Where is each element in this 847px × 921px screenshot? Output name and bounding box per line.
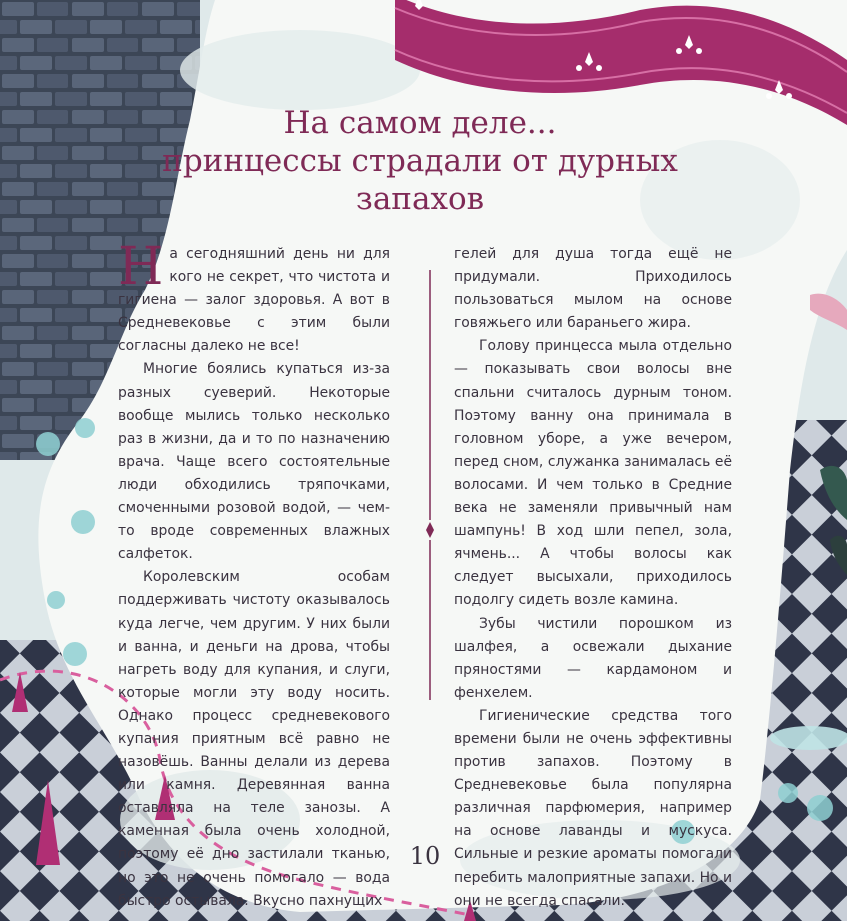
paragraph-7: Гигиенические средства того времени были не очень эффективны против запахов. Поэтому в Средневековье была популярна различная парфюмерия, например на основе лаванды и мускуса. Сильные и резкие ароматы помогали перебить малоприятные запахи. Но и они не всегда спасали. <box>454 707 732 909</box>
paragraph-5: Голову принцесса мыла отдельно — показывать свои волосы вне спальни считалось дурным тоном. Поэтому ванну она принимала в головном уборе, а уже вечером, перед сном, служанка занималась её волосами. И чем только в Средние века не заменяли привычный нам шампунь! В ход шли пепел, зола, ячмень... А чтобы волосы как следует высыхали, приходилось подолгу сидеть возле камина. <box>454 338 732 609</box>
column-divider <box>426 270 434 700</box>
text-column-right <box>454 243 732 913</box>
heading-line-2: принцессы страдали от дурных <box>162 143 678 179</box>
paragraph-2: Многие боялись купаться из-за разных суеверий. Некоторые вообще мылись только несколько раз в жизни, да и то по назначению врача. Чаще всего состоятельные люди обходились тряпочками, смоченными розовой водой, — чем-то вроде современных влажных салфеток. <box>118 361 390 563</box>
paragraph-1 <box>118 237 390 358</box>
diamond-divider-icon <box>426 522 434 538</box>
text-column-left <box>118 237 390 913</box>
paragraph-1-text: а сегодняшний день ни для кого не секрет, что чистота и гигиена — залог здоровья. А вот в Средневековье с этим были согласны далеко не все! <box>118 246 390 355</box>
paragraph-3: Королевским особам поддерживать чистоту оказывалось куда легче, чем другим. У них были и ванна, и деньги на дрова, чтобы нагреть воду для купания, и слуги, которые могли эту воду носить. Однако процесс средневекового купания приятным всё равно не назовёшь. Ванны делали из дерева или камня. Деревянная ванна оставляла на теле занозы. А каменная была очень холодной, поэтому её дно застилали тканью, но это не очень помогало — вода быстро остывала. Вкусно пахнущих <box>118 569 390 909</box>
heading-line-1: На самом деле... <box>283 105 557 141</box>
page-heading <box>160 104 680 218</box>
page-number: 10 <box>409 842 441 870</box>
dropcap-letter: Н <box>118 237 164 297</box>
heading-line-3: запахов <box>355 181 485 217</box>
paragraph-6: Зубы чистили порошком из шалфея, а освежали дыхание пряностями — кардамоном и фенхелем. <box>454 615 732 701</box>
paragraph-4: гелей для душа тогда ещё не придумали. Приходилось пользоваться мылом на основе говяжьего или бараньего жира. <box>454 246 732 332</box>
